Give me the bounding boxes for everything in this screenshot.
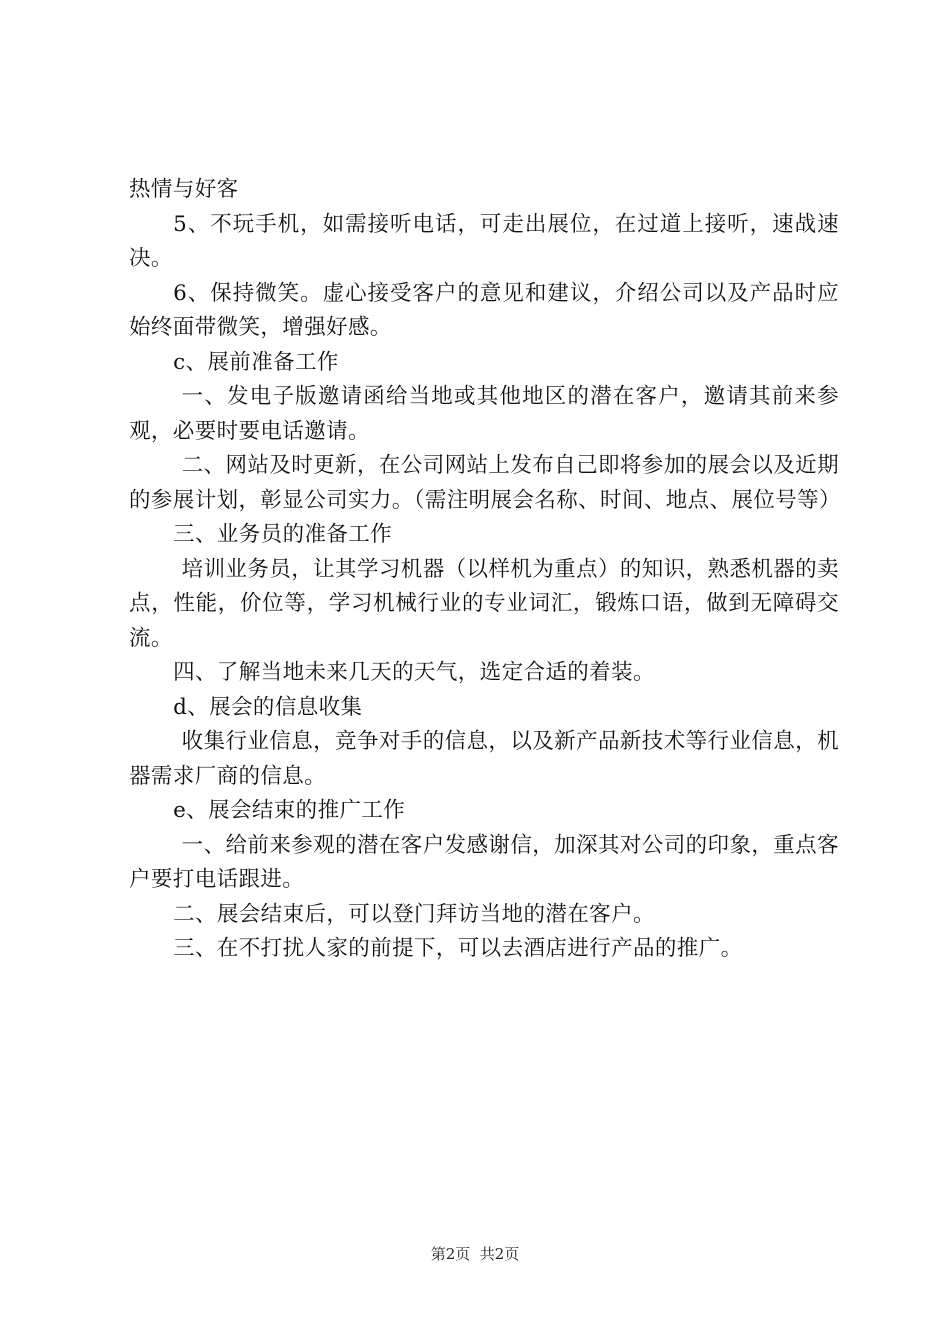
document-body (129, 173, 839, 967)
paragraph-train-salespeople: 培训业务员，让其学习机器（以样机为重点）的知识，熟悉机器的卖点，性能，价位等，学习机械行业的专业词汇，锻炼口语，做到无障碍交流。 (129, 556, 839, 651)
paragraph-visit-customers: 二、展会结束后，可以登门拜访当地的潜在客户。 (173, 901, 655, 927)
paragraph-update-website: 二、网站及时更新，在公司网站上发布自己即将参加的展会以及近期的参展计划，彰显公司实力。（需注明展会名称、时间、地点、展位号等） (129, 453, 841, 513)
paragraph-thank-you-letters: 一、给前来参观的潜在客户发感谢信，加深其对公司的印象，重点客户要打电话跟进。 (129, 832, 839, 892)
paragraph-keep-smiling: 6、保持微笑。虚心接受客户的意见和建议，介绍公司以及产品时应始终面带微笑，增强好感。 (129, 280, 839, 340)
heading-pre-show-preparation: c、展前准备工作 (173, 349, 339, 375)
heading-information-collection: d、展会的信息收集 (173, 694, 363, 720)
paragraph-hotel-promotion: 三、在不打扰人家的前提下，可以去酒店进行产品的推广。 (173, 936, 743, 961)
paragraph-check-weather: 四、了解当地未来几天的天气，选定合适的着装。 (173, 660, 655, 685)
paragraph-no-phone: 5、不玩手机，如需接听电话，可走出展位，在过道上接听，速战速决。 (129, 211, 839, 271)
heading-post-show-promotion: e、展会结束的推广工作 (173, 798, 406, 823)
paragraph-send-invitations: 一、发电子版邀请函给当地或其他地区的潜在客户，邀请其前来参观，必要时要电话邀请。 (129, 384, 839, 444)
paragraph-collect-information: 收集行业信息，竞争对手的信息，以及新产品新技术等行业信息，机器需求厂商的信息。 (129, 729, 839, 789)
page-footer (0, 1244, 950, 1264)
page-number-label: 第2页 共2页 (430, 1245, 520, 1263)
paragraph-hospitality-continuation: 热情与好客 (129, 177, 239, 202)
heading-salesperson-preparation: 三、业务员的准备工作 (173, 522, 393, 547)
